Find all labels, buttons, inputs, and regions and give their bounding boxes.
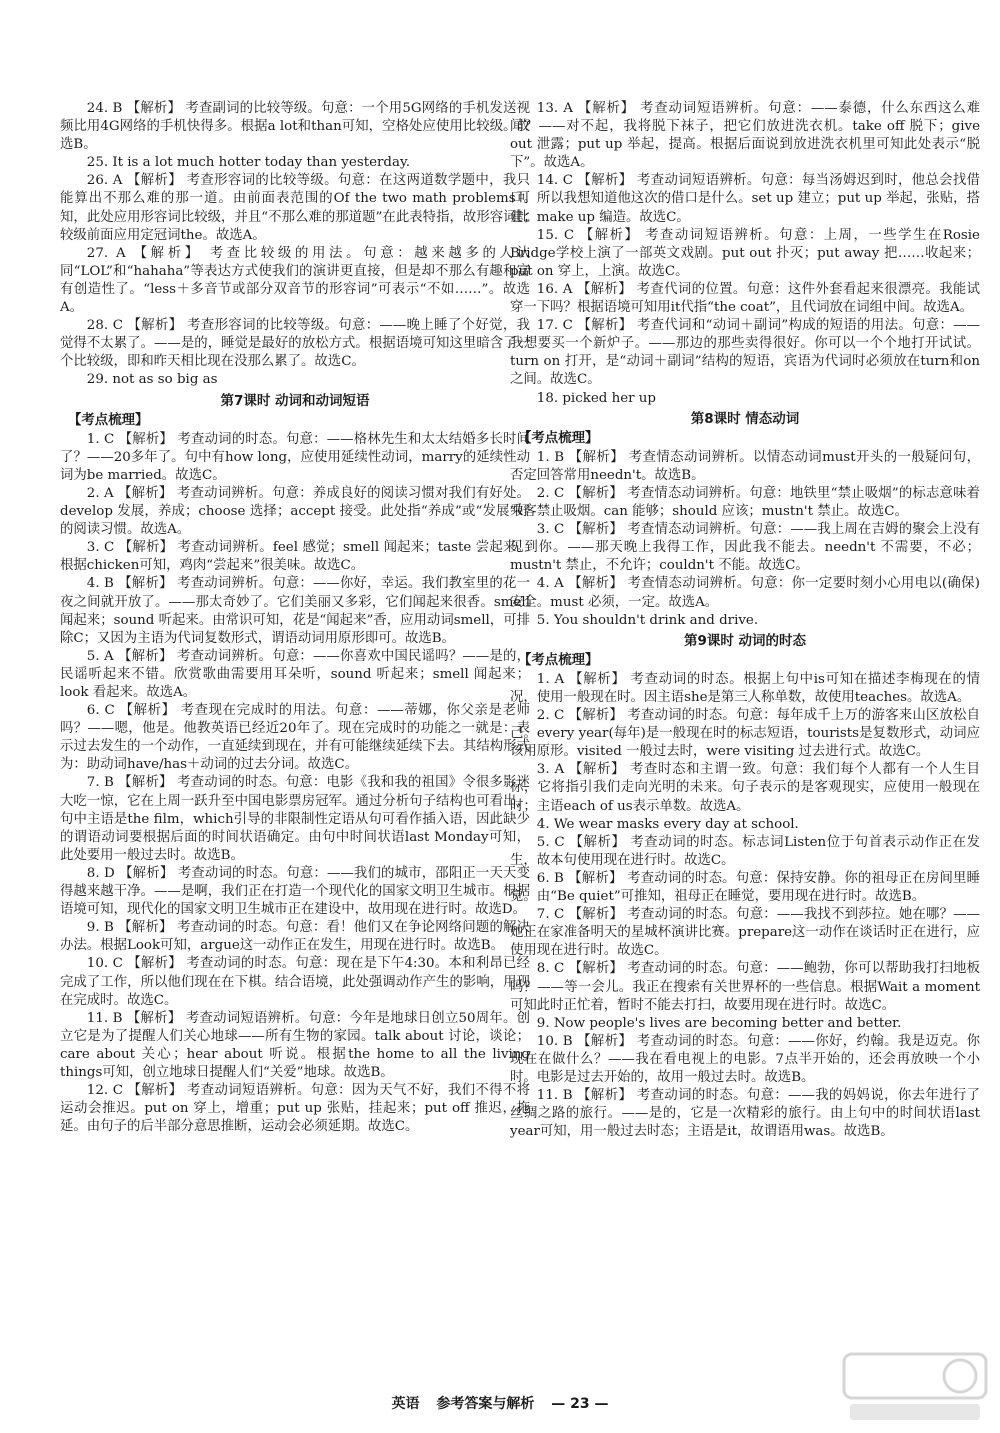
answer-paragraph: 8. C 【解析】 考查动词的时态。句意：——鲍勃，你可以帮助我打扫地板吗？——等一会儿。我正在搜索有关世界杯的一些信息。根据Wait a moment可知此时正忙着，暂时不能去打扫，故要用现在进行时。故选C。 — [510, 961, 980, 1013]
answer-paragraph: 25. It is a lot much hotter today than yesterday. — [86, 155, 410, 171]
lesson-heading: 第7课时 动词和动词短语 — [220, 392, 370, 409]
lesson-heading: 第9课时 动词的时态 — [683, 632, 807, 649]
lesson-heading: 第8课时 情态动词 — [690, 410, 800, 427]
right-column — [510, 100, 980, 1141]
footer-page-number: — 23 — — [551, 1396, 609, 1412]
answer-paragraph: 4. We wear masks every day at school. — [536, 816, 799, 832]
answer-paragraph: 2. C 【解析】 考查情态动词辨析。句意：地铁里“禁止吸烟”的标志意味着乘客禁止吸烟。can 能够；should 应该；mustn't 禁止。故选C。 — [510, 485, 980, 520]
footer-title: 参考答案与解析 — [436, 1396, 535, 1412]
answer-paragraph: 3. C 【解析】 考查动词辨析。feel 感觉；smell 闻起来；taste 尝起来。根据chicken可知，鸡肉“尝起来”很美味。故选C。 — [60, 540, 530, 574]
answer-paragraph: 16. A 【解析】 考查代词的位置。句意：这件外套看起来很漂亮。我能试穿一下吗？根据语境可知用it代指“the coat”，且代词放在词组中间。故选A。 — [510, 281, 980, 316]
footer-subject: 英语 — [391, 1396, 420, 1412]
answer-paragraph: 10. C 【解析】 考查动词的时态。句意：现在是下午4:30。本和利昂已经完成了工作，所以他们现在在下棋。结合语境，此处强调动作产生的影响，用现在完成时。故选C。 — [60, 956, 530, 1008]
answer-paragraph: 28. C 【解析】 考查形容词的比较等级。句意：——晚上睡了个好觉，我觉得不太累了。——是的，睡觉是最好的放松方式。根据语境可知这里暗含了一个比较级，即和昨天相比现在没那么累了。故选C。 — [60, 318, 530, 370]
answer-paragraph: 24. B 【解析】 考查副词的比较等级。句意：一个用5G网络的手机发送视频比用4G网络的手机快得多。根据a lot和than可知，空格处应使用比较级。故选B。 — [60, 101, 530, 153]
answer-paragraph: 29. not as so big as — [86, 372, 218, 388]
answer-paragraph: 12. C 【解析】 考查动词短语辨析。句意：因为天气不好，我们不得不将运动会推迟。put on 穿上，增重；put up 张贴，挂起来；put off 推迟，拖延。由句子的后半部分意思推断，运动会必须延期。故选C。 — [60, 1083, 530, 1135]
answer-paragraph: 5. You shouldn't drink and drive. — [536, 612, 759, 628]
answer-paragraph: 5. C 【解析】 考查动词的时态。标志词Listen位于句首表示动作正在发生，故本句使用现在进行时。故选C。 — [510, 834, 980, 868]
answer-paragraph: 11. B 【解析】 考查动词的时态。句意：——我的妈妈说，你去年进行了丝绸之路的旅行。——是的，它是一次精彩的旅行。由上句中的时间状语last year可知，用一般过去时态；主语是it，故谓语用was。故选B。 — [510, 1088, 980, 1140]
answer-paragraph: 9. Now people's lives are becoming better and better. — [536, 1015, 902, 1031]
answer-paragraph: 8. D 【解析】 考查动词的时态。句意：——我们的城市，邵阳正一天天变得越来越干净。——是啊，我们正在打造一个现代化的国家文明卫生城市。根据语境可知，现代化的国家文明卫生城市正在建设中，故用现在进行时。故选D。 — [60, 865, 530, 918]
answer-paragraph: 14. C 【解析】 考查动词短语辨析。句意：每当汤姆迟到时，他总会找借口。所以我想知道他这次的借口是什么。set up 建立；put up 举起，张贴，搭建；make up 编造。故选C。 — [510, 173, 980, 225]
answer-paragraph: 4. A 【解析】 考查情态动词辨析。句意：你一定要时刻小心用电以(确保)安全。must 必须，一定。故选A。 — [510, 576, 980, 610]
answer-paragraph: 26. A 【解析】 考查形容词的比较等级。句意：在这两道数学题中，我只能算出不那么难的那一道。由前面表范围的Of the two math problems可知，此处应用形容词比较级，并且“不那么难的那道题”在此表特指，故形容词比较级前面应用定冠词the。故选A。 — [60, 173, 530, 243]
answer-paragraph: 1. C 【解析】 考查动词的时态。句意：——格林先生和太太结婚多长时间了？——20多年了。句中有how long，应使用延续性动词，marry的延续性动词为be married。故选C。 — [60, 431, 530, 483]
answer-paragraph: 2. C 【解析】 考查动词的时态。句意：每年成千上万的游客来山区放松自己。every year(每年)是一般现在时的标志短语，tourists是复数形式，动词应该用原形。visited 一般过去时，were visiting 过去进行式。故选C。 — [510, 708, 980, 760]
answer-paragraph: 5. A 【解析】 考查动词辨析。句意：——你喜欢中国民谣吗？——是的，民谣听起来不错。欣赏歌曲需要用耳朵听，sound 听起来；smell 闻起来；look 看起来。故选A。 — [60, 648, 530, 700]
answer-paragraph: 7. B 【解析】 考查动词的时态。句意：电影《我和我的祖国》令很多影迷大吃一惊，它在上周一跃升至中国电影票房冠军。通过分析句子结构也可看出，句中主语是the film，which引导的非限制性定语从句可看作插入语，因此缺少的谓语动词要根据后面的时间状语确定。由句中时间状语last Monday可知，此处要用一般过去时。故选B。 — [60, 775, 530, 863]
answer-paragraph: 17. C 【解析】 考查代词和“动词＋副词”构成的短语的用法。句意：——我想要买一个新炉子。——那边的那些卖得很好。你可以一个个地打开试试。turn on 打开，是“动词＋副词”结构的短语，宾语为代词时必须放在turn和on之间。故选C。 — [510, 318, 980, 388]
left-column — [60, 100, 530, 1136]
answer-paragraph: 13. A 【解析】 考查动词短语辨析。句意：——泰德，什么东西这么难闻？——对不起，我将脱下袜子，把它们放进洗衣机。take off 脱下；give out 泄露；put up 举起，提高。根据后面说到放进洗衣机里可知此处表示“脱下”。故选A。 — [510, 101, 980, 171]
answer-paragraph: 11. B 【解析】 考查动词短语辨析。句意：今年是地球日创立50周年。创立它是为了提醒人们关心地球——所有生物的家园。talk about 讨论，谈论；care about 关心；hear about 听说。根据the home to all the living things可知，创立地球日提醒人们“关爱”地球。故选B。 — [60, 1010, 530, 1080]
section-label: 【考点梳理】 — [518, 430, 599, 446]
answer-paragraph: 10. B 【解析】 考查动词的时态。句意：——你好，约翰。我是迈克。你现在在做什么？——我在看电视上的电影。7点半开始的，还会再放映一个小时。电影是过去开始的，故用一般过去时。故选B。 — [510, 1033, 980, 1085]
answer-paragraph: 6. C 【解析】 考查现在完成时的用法。句意：——蒂娜，你父亲是老师吗？——嗯，他是。他教英语已经近20年了。现在完成时的功能之一就是：表示过去发生的一个动作，一直延续到现在，并有可能继续延续下去。其结构形式为：助动词have/has＋动词的过去分词。故选C。 — [60, 703, 530, 773]
answer-paragraph: 18. picked her up — [536, 390, 656, 406]
watermark-logo — [840, 1350, 990, 1425]
section-label: 【考点梳理】 — [68, 412, 149, 428]
answer-paragraph: 6. B 【解析】 考查动词的时态。句意：保持安静。你的祖母正在房间里睡觉。由“Be quiet”可推知，祖母正在睡觉，要用现在进行时。故选B。 — [510, 870, 980, 905]
answer-paragraph: 1. B 【解析】 考查情态动词辨析。以情态动词must开头的一般疑问句，否定回答常用needn't。故选B。 — [510, 449, 980, 483]
section-label: 【考点梳理】 — [518, 652, 599, 668]
answer-paragraph: 2. A 【解析】 考查动词辨析。句意：养成良好的阅读习惯对我们有好处。develop 发展，养成；choose 选择；accept 接受。此处指“养成”或“发展”好的阅读习惯。故选A。 — [60, 485, 530, 538]
answer-paragraph: 3. A 【解析】 考查时态和主谓一致。句意：我们每个人都有一个人生目标，它将指引我们走向光明的未来。句子表示的是客观现实，应使用一般现在时；主语each of us表示单数。故选A。 — [510, 762, 980, 814]
answer-paragraph: 7. C 【解析】 考查动词的时态。句意：——我找不到莎拉。她在哪？——她正在家准备明天的星城杯演讲比赛。prepare这一动作在谈话时正在进行，应使用现在进行时。故选C。 — [510, 907, 980, 959]
answer-paragraph: 3. C 【解析】 考查情态动词辨析。句意：——我上周在吉姆的聚会上没有见到你。——那天晚上我得工作，因此我不能去。needn't 不需要，不必；mustn't 禁止，不允许；couldn't 不能。故选C。 — [510, 522, 980, 574]
answer-paragraph: 15. C 【解析】 考查动词短语辨析。句意：上周，一些学生在Rosie Bridge学校上演了一部英文戏剧。put out 扑灭；put away 把……收起来；put on 穿上，上演。故选C。 — [510, 227, 980, 279]
answer-paragraph: 27. A 【解析】 考查比较级的用法。句意：越来越多的人认同“LOL”和“hahaha”等表达方式使我们的演讲更直接，但是却不那么有趣和富有创造性了。“less＋多音节或部分双音节的形容词”可表示“不如……”。故选A。 — [60, 245, 530, 316]
answer-paragraph: 9. B 【解析】 考查动词的时态。句意：看！他们又在争论网络问题的解决办法。根据Look可知，argue这一动作正在发生，用现在进行时。故选B。 — [60, 920, 530, 954]
answer-paragraph: 4. B 【解析】 考查动词辨析。句意：——你好，幸运。我们教室里的花一夜之间就开放了。——那太奇妙了。它们美丽又多彩，它们闻起来很香。smell 闻起来；sound 听起来。由常识可知，花是“闻起来”香，应用动词smell，可排除C；又因为主语为代词复数形式，谓语动词用原形即可。故选B。 — [60, 576, 530, 646]
answer-paragraph: 1. A 【解析】 考查动词的时态。根据上句中is可知在描述李梅现在的情况，使用一般现在时。因主语she是第三人称单数，故使用teaches。故选A。 — [510, 671, 980, 705]
